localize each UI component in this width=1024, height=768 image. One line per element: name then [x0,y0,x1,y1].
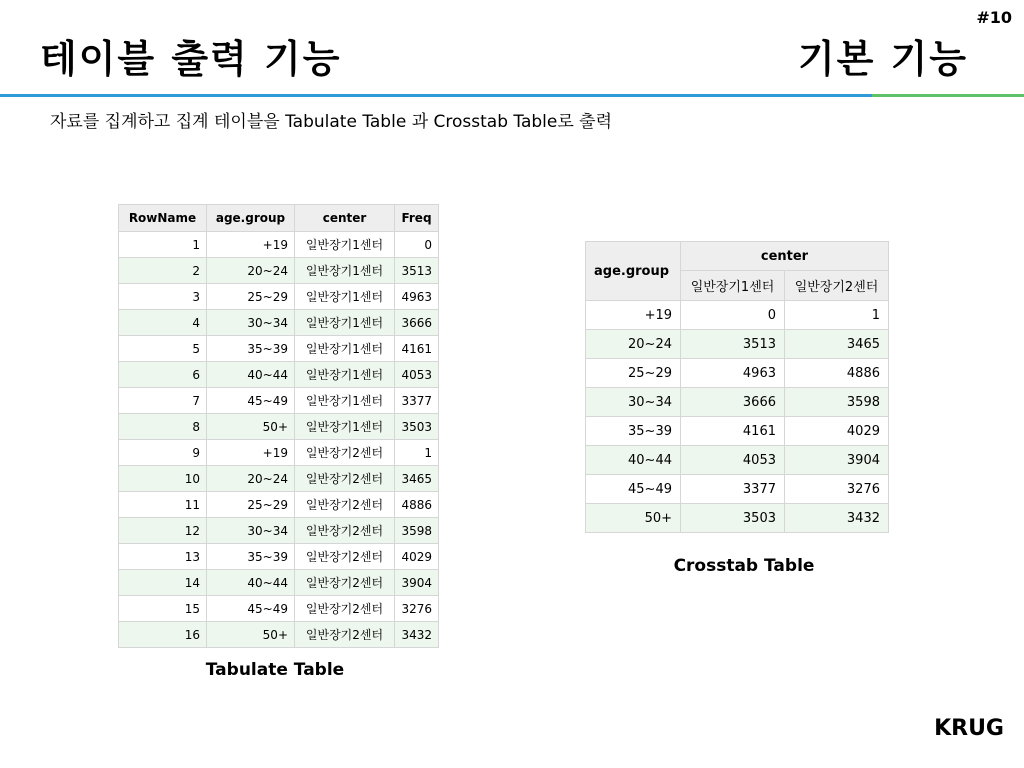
crosstab-table [585,241,889,533]
column-header-age-group[interactable]: age.group [207,205,295,232]
title-divider-accent [872,94,1024,97]
cell-rowname: 15 [119,596,207,622]
cell-center1: 3513 [681,330,785,359]
cell-age-group: 40~44 [586,446,681,475]
tabulate-table [118,204,439,648]
table-row [586,417,889,446]
column-header-rowname[interactable]: RowName [119,205,207,232]
cell-age-group: +19 [207,440,295,466]
cell-center: 일반장기1센터 [295,284,395,310]
table-row [119,258,439,284]
cell-age-group: 35~39 [207,336,295,362]
table-row [119,284,439,310]
subtitle: 자료를 집계하고 집계 테이블을 Tabulate Table 과 Crosstab Table로 출력 [50,112,613,132]
table-row [586,301,889,330]
cell-age-group: 45~49 [586,475,681,504]
table-row [586,475,889,504]
table-row [119,414,439,440]
cell-center2: 3432 [785,504,889,533]
table-row [586,504,889,533]
cell-rowname: 4 [119,310,207,336]
cell-age-group: 40~44 [207,362,295,388]
cell-center: 일반장기2센터 [295,570,395,596]
cell-rowname: 1 [119,232,207,258]
cell-age-group: 30~34 [207,310,295,336]
cell-center1: 3503 [681,504,785,533]
cell-age-group: +19 [207,232,295,258]
cell-rowname: 10 [119,466,207,492]
cell-age-group: 45~49 [207,596,295,622]
cell-rowname: 12 [119,518,207,544]
table-row [119,596,439,622]
cell-age-group: 50+ [207,414,295,440]
cell-age-group: 25~29 [207,284,295,310]
table-row [119,466,439,492]
crosstab-caption: Crosstab Table [673,556,815,576]
cell-center1: 4161 [681,417,785,446]
cell-age-group: 35~39 [586,417,681,446]
crosstab-column-header-center1[interactable]: 일반장기1센터 [681,271,785,301]
cell-freq: 4053 [395,362,439,388]
cell-freq: 3666 [395,310,439,336]
cell-age-group: 35~39 [207,544,295,570]
table-row [586,359,889,388]
cell-age-group: 20~24 [586,330,681,359]
cell-center: 일반장기1센터 [295,258,395,284]
cell-center: 일반장기1센터 [295,232,395,258]
column-header-center[interactable]: center [295,205,395,232]
table-row [119,232,439,258]
cell-freq: 1 [395,440,439,466]
cell-age-group: 30~34 [586,388,681,417]
cell-rowname: 9 [119,440,207,466]
cell-freq: 3503 [395,414,439,440]
cell-age-group: 25~29 [207,492,295,518]
cell-rowname: 14 [119,570,207,596]
cell-center2: 3465 [785,330,889,359]
cell-age-group: 20~24 [207,258,295,284]
cell-freq: 3513 [395,258,439,284]
cell-age-group: 20~24 [207,466,295,492]
title-divider [0,94,1024,97]
tabulate-caption: Tabulate Table [205,660,345,680]
cell-freq: 3276 [395,596,439,622]
cell-center2: 3904 [785,446,889,475]
cell-center: 일반장기2센터 [295,544,395,570]
cell-freq: 4963 [395,284,439,310]
cell-rowname: 6 [119,362,207,388]
table-row [119,570,439,596]
cell-center1: 0 [681,301,785,330]
table-row [119,622,439,648]
cell-rowname: 8 [119,414,207,440]
table-row [586,330,889,359]
cell-center1: 3666 [681,388,785,417]
table-row [586,388,889,417]
cell-age-group: 50+ [586,504,681,533]
table-row [119,310,439,336]
cell-center: 일반장기1센터 [295,388,395,414]
cell-center: 일반장기2센터 [295,518,395,544]
cell-freq: 3432 [395,622,439,648]
cell-age-group: 25~29 [586,359,681,388]
cell-freq: 3465 [395,466,439,492]
crosstab-column-header-center2[interactable]: 일반장기2센터 [785,271,889,301]
cell-center2: 3598 [785,388,889,417]
cell-rowname: 11 [119,492,207,518]
cell-age-group: 30~34 [207,518,295,544]
crosstab-column-group-header[interactable]: center [681,242,889,271]
cell-center1: 4053 [681,446,785,475]
cell-freq: 4161 [395,336,439,362]
cell-center: 일반장기1센터 [295,362,395,388]
cell-center: 일반장기2센터 [295,492,395,518]
cell-freq: 3377 [395,388,439,414]
slide-number: #10 [976,8,1012,27]
cell-rowname: 5 [119,336,207,362]
cell-center: 일반장기1센터 [295,414,395,440]
crosstab-header-row [586,242,889,271]
cell-center: 일반장기2센터 [295,622,395,648]
cell-rowname: 16 [119,622,207,648]
column-header-freq[interactable]: Freq [395,205,439,232]
cell-center: 일반장기2센터 [295,440,395,466]
table-row [119,518,439,544]
cell-age-group: +19 [586,301,681,330]
cell-center: 일반장기2센터 [295,466,395,492]
cell-center: 일반장기1센터 [295,336,395,362]
section-title: 기본 기능 [797,37,968,81]
cell-age-group: 40~44 [207,570,295,596]
cell-center: 일반장기2센터 [295,596,395,622]
page-title: 테이블 출력 기능 [40,37,342,81]
cell-center2: 3276 [785,475,889,504]
table-row [119,362,439,388]
cell-freq: 3598 [395,518,439,544]
cell-center2: 4029 [785,417,889,446]
cell-center2: 4886 [785,359,889,388]
table-row [119,388,439,414]
footer-logo: KRUG [934,716,1004,741]
table-row [119,440,439,466]
cell-age-group: 45~49 [207,388,295,414]
table-row [119,492,439,518]
cell-freq: 4029 [395,544,439,570]
cell-freq: 0 [395,232,439,258]
cell-center2: 1 [785,301,889,330]
cell-freq: 3904 [395,570,439,596]
tabulate-header-row [119,205,439,232]
cell-rowname: 2 [119,258,207,284]
cell-rowname: 13 [119,544,207,570]
cell-age-group: 50+ [207,622,295,648]
table-row [586,446,889,475]
crosstab-row-header[interactable]: age.group [586,242,681,301]
table-row [119,544,439,570]
table-row [119,336,439,362]
cell-freq: 4886 [395,492,439,518]
cell-center: 일반장기1센터 [295,310,395,336]
cell-center1: 3377 [681,475,785,504]
cell-rowname: 7 [119,388,207,414]
cell-center1: 4963 [681,359,785,388]
cell-rowname: 3 [119,284,207,310]
